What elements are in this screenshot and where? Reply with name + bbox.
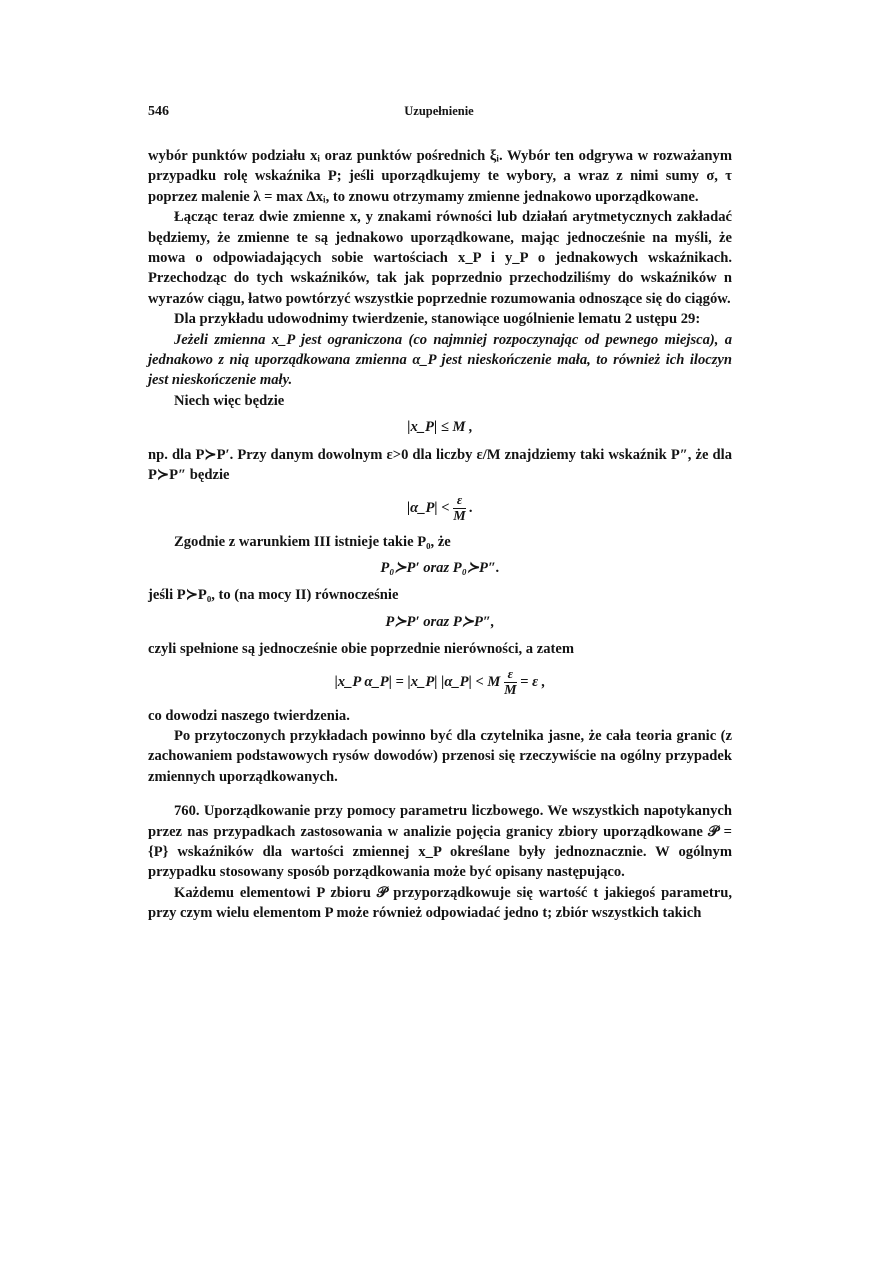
- equation-product-left: |x_P α_P| = |x_P| |α_P| < M: [334, 673, 501, 690]
- equation-alpha-right: .: [469, 499, 474, 516]
- section-760: [148, 801, 732, 883]
- section-spacer: [148, 787, 732, 801]
- fraction-numerator-2: ε: [504, 666, 516, 683]
- fraction-numerator: ε: [453, 492, 465, 509]
- paragraph-12: We wszystkich napotykanych przez nas przypadkach zastosowania w analizie pojęcia granicy zbiory uporządkowane 𝒫 = {P} wskaźników dla wartości zmiennej x_P określane były jednoznacznie. W ogólnym przypadku stosowany sposób porządkowania może być opisany następująco.: [148, 803, 732, 881]
- equation-bound: |x_P| ≤ M ,: [407, 419, 473, 436]
- page-number: 546: [148, 104, 169, 119]
- paragraph-13: Każdemu elementowi P zbioru 𝒫 przyporządkowuje się wartość t jakiegoś parametru, przy czym wielu elementom P może również odpowiadać jedno t; zbiór wszystkich takich: [148, 884, 732, 922]
- paragraph-10: co dowodzi naszego twierdzenia.: [148, 707, 350, 724]
- paragraph-5: Niech więc będzie: [174, 392, 285, 409]
- paragraph-3: Dla przykładu udowodnimy twierdzenie, stanowiące uogólnienie lematu 2 ustępu 29:: [174, 311, 701, 328]
- equation-alpha-left: |α_P| <: [406, 499, 450, 516]
- equation-p0: P₀≻P′ oraz P₀≻P″.: [380, 559, 500, 576]
- paragraph-11: Po przytoczonych przykładach powinno być dla czytelnika jasne, że cała teoria granic (z zachowaniem podstawowych rysów dowodów) przenosi się rzeczywiście na ogólny przypadek zmiennych uporządkowanych.: [148, 727, 732, 785]
- fraction-denominator-2: M: [504, 682, 517, 698]
- fraction-eps-over-m-2: [504, 666, 516, 699]
- paragraph-9: czyli spełnione są jednocześnie obie poprzednie nierówności, a zatem: [148, 641, 575, 658]
- section-title: Uporządkowanie przy pomocy parametru liczbowego.: [203, 803, 544, 820]
- section-number: 760.: [174, 803, 200, 820]
- paragraph-6: np. dla P≻P′. Przy danym dowolnym ε>0 dla liczby ε/M znajdziemy taki wskaźnik P″, że dla P≻P″ będzie: [148, 446, 732, 484]
- equation-alpha-bound: [148, 492, 732, 525]
- paragraph-7: Zgodnie z warunkiem III istnieje takie P₀, że: [174, 533, 451, 550]
- theorem-statement: Jeżeli zmienna x_P jest ograniczona (co najmniej rozpoczynając od pewnego miejsca), a jednakowo z nią uporządkowana zmienna α_P jest nieskończenie mała, to również ich iloczyn jest nieskończenie mały.: [148, 331, 732, 389]
- paragraph-2: Łącząc teraz dwie zmienne x, y znakami równości lub działań arytmetycznych zakładać będziemy, że zmienne te są jednakowo uporządkowane, mając jednocześnie na myśli, że mowa o odpowiadających sobie wartościach x_P i y_P o jednakowych wskaźnikach. Przechodząc do tych wskaźników, tak jak poprzednio przechodziliśmy do wskaźników n wyrazów ciągu, łatwo powtórzyć wszystkie poprzednie rozumowania odnoszące się do ciągów.: [148, 209, 732, 307]
- fraction-eps-over-m: [453, 492, 465, 525]
- page-header: [148, 104, 730, 124]
- paragraph-1: wybór punktów podziału xᵢ oraz punktów pośrednich ξᵢ. Wybór ten odgrywa w rozważanym przypadku rolę wskaźnika P; jeśli uporządkujemy te wybory, a wraz z nimi sumy σ, τ poprzez malenie λ = max Δxᵢ, to znowu otrzymamy zmienne jednakowo uporządkowane.: [148, 148, 732, 205]
- equation-product: [148, 666, 732, 699]
- running-title: Uzupełnienie: [404, 104, 474, 118]
- fraction-denominator: M: [453, 508, 466, 524]
- paragraph-8: jeśli P≻P₀, to (na mocy II) równocześnie: [148, 587, 399, 604]
- page-body: [148, 146, 732, 924]
- equation-product-right: = ε ,: [520, 673, 546, 690]
- equation-p: P≻P′ oraz P≻P″,: [385, 613, 495, 630]
